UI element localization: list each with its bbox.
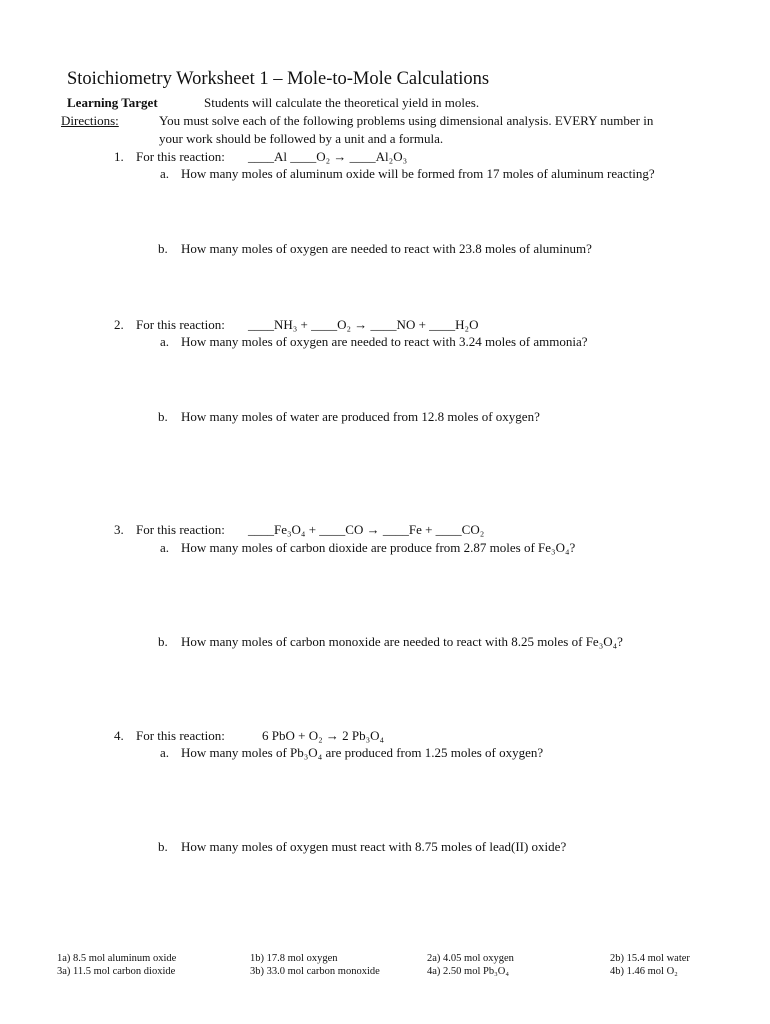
- problem-number: 4.: [114, 728, 124, 743]
- part-label-a: a.: [160, 745, 170, 760]
- reaction-prefix: For this reaction:: [136, 522, 225, 537]
- part-label-b: b.: [158, 409, 168, 424]
- directions-label: Directions:: [61, 113, 119, 128]
- answer-col1-row2: 3a) 11.5 mol carbon dioxide: [57, 966, 176, 977]
- question-a: How many moles of oxygen are needed to react with 3.24 moles of ammonia?: [181, 334, 588, 349]
- reaction-equation: ____NH₃ + ____O₂ → ____NO + ____H₂O: [248, 317, 479, 332]
- answer-col2-row2: 3b) 33.0 mol carbon monoxide: [250, 966, 380, 977]
- learning-target-label: Learning Target: [67, 95, 158, 110]
- question-b: How many moles of oxygen must react with 8.75 moles of lead(II) oxide?: [181, 839, 567, 854]
- problem-number: 1.: [114, 149, 124, 164]
- reaction-prefix: For this reaction:: [136, 317, 225, 332]
- problem-number: 2.: [114, 317, 124, 332]
- answer-col4-row2: 4b) 1.46 mol O₂: [610, 966, 678, 977]
- reaction-equation: ____Al ____O₂ → ____Al₂O₃: [248, 149, 408, 164]
- question-a: How many moles of Pb₃O₄ are produced from 1.25 moles of oxygen?: [181, 745, 544, 760]
- question-a: How many moles of carbon dioxide are produce from 2.87 moles of Fe₃O₄?: [181, 540, 576, 555]
- question-b: How many moles of oxygen are needed to react with 23.8 moles of aluminum?: [181, 241, 592, 256]
- reaction-prefix: For this reaction:: [136, 728, 225, 743]
- page-title: Stoichiometry Worksheet 1 – Mole-to-Mole Calculations: [67, 69, 490, 89]
- part-label-a: a.: [160, 540, 170, 555]
- answer-col3-row1: 2a) 4.05 mol oxygen: [427, 953, 514, 964]
- part-label-b: b.: [158, 241, 168, 256]
- reaction-equation: 6 PbO + O₂ → 2 Pb₃O₄: [262, 728, 385, 743]
- directions-text-line1: You must solve each of the following problems using dimensional analysis. EVERY number in: [159, 113, 654, 128]
- question-b: How many moles of water are produced from 12.8 moles of oxygen?: [181, 409, 540, 424]
- part-label-a: a.: [160, 166, 170, 181]
- learning-target-text: Students will calculate the theoretical yield in moles.: [204, 95, 480, 110]
- part-label-a: a.: [160, 334, 170, 349]
- reaction-equation: ____Fe₃O₄ + ____CO → ____Fe + ____CO₂: [248, 522, 485, 537]
- answer-col3-row2: 4a) 2.50 mol Pb₃O₄: [427, 966, 509, 977]
- reaction-prefix: For this reaction:: [136, 149, 225, 164]
- directions-text-line2: your work should be followed by a unit and a formula.: [159, 131, 444, 146]
- answer-col1-row1: 1a) 8.5 mol aluminum oxide: [57, 953, 177, 964]
- part-label-b: b.: [158, 634, 168, 649]
- question-b: How many moles of carbon monoxide are needed to react with 8.25 moles of Fe₃O₄?: [181, 634, 623, 649]
- problem-number: 3.: [114, 522, 124, 537]
- question-a: How many moles of aluminum oxide will be formed from 17 moles of aluminum reacting?: [181, 166, 655, 181]
- answer-col2-row1: 1b) 17.8 mol oxygen: [250, 953, 338, 964]
- answer-col4-row1: 2b) 15.4 mol water: [610, 953, 690, 964]
- part-label-b: b.: [158, 839, 168, 854]
